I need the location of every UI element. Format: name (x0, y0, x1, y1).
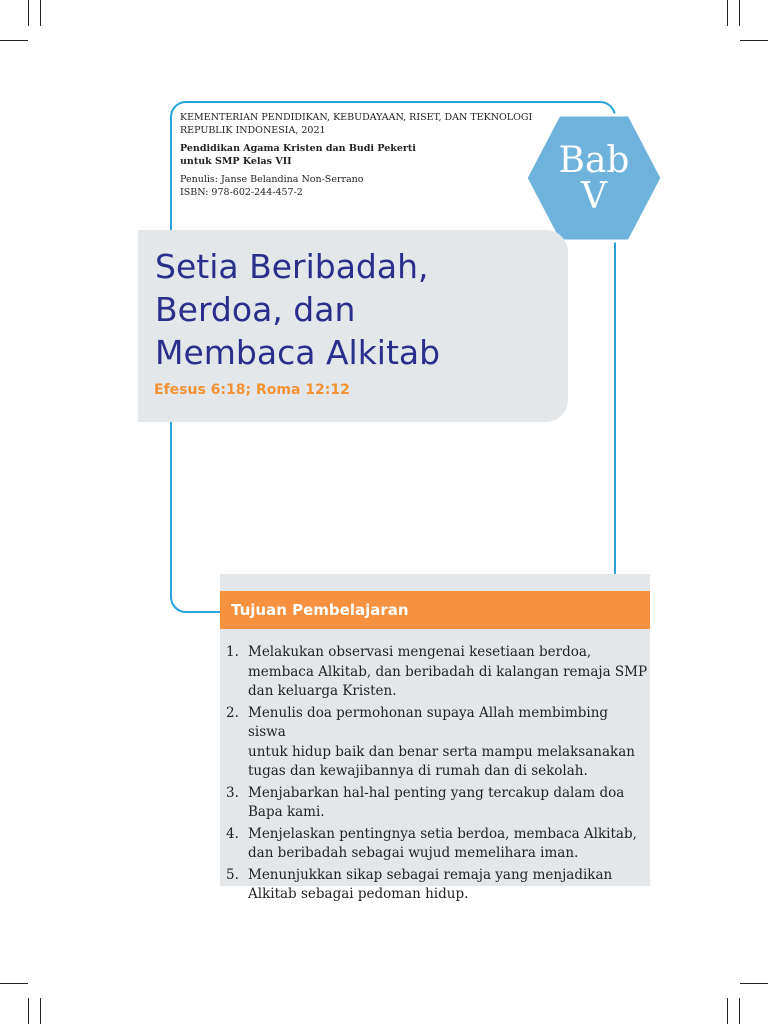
learning-goals-header (220, 591, 650, 629)
learning-goals-list (226, 643, 650, 907)
learning-goal-number: 5. (226, 866, 239, 883)
author-line: Penulis: Janse Belandina Non-Serrano (180, 174, 364, 185)
learning-goal-number: 4. (226, 825, 239, 842)
chapter-title-line-3: Membaca Alkitab (155, 333, 441, 372)
learning-goal-item (226, 643, 650, 702)
publisher-info (180, 111, 540, 199)
chapter-label-group (524, 140, 664, 217)
learning-goal-text: Menjabarkan hal-hal penting yang tercakup dalam doa Bapa kami. (248, 784, 625, 820)
chapter-title-line-2: Berdoa, dan (155, 290, 356, 329)
learning-goal-item (226, 825, 650, 864)
chapter-number: V (581, 176, 607, 217)
learning-goal-item (226, 704, 650, 782)
chapter-label: Bab (558, 140, 630, 181)
learning-goal-text: Menjelaskan pentingnya setia berdoa, membaca Alkitab, dan beribadah sebagai wujud memelihara iman. (248, 825, 637, 861)
learning-goal-text: Menulis doa permohonan supaya Allah membimbing siswa untuk hidup baik dan benar serta mampu melaksanakan tugas dan kewajibannya di rumah dan di sekolah. (248, 704, 635, 779)
book-title-line-2: untuk SMP Kelas VII (180, 156, 292, 167)
learning-goals-heading: Tujuan Pembelajaran (231, 601, 409, 619)
learning-goal-text: Melakukan observasi mengenai kesetiaan berdoa, membaca Alkitab, dan beribadah di kalangan remaja SMP dan keluarga Kristen. (248, 644, 648, 699)
learning-goal-number: 1. (226, 644, 239, 660)
learning-goal-text: Menunjukkan sikap sebagai remaja yang menjadikan Alkitab sebagai pedoman hidup. (248, 866, 613, 902)
learning-goal-number: 3. (226, 784, 239, 801)
ministry-line-1: KEMENTERIAN PENDIDIKAN, KEBUDAYAAN, RISET, DAN TEKNOLOGI (180, 112, 533, 123)
ministry-line-2: REPUBLIK INDONESIA, 2021 (180, 125, 326, 136)
scripture-reference: Efesus 6:18; Roma 12:12 (154, 382, 350, 398)
learning-goal-item (226, 784, 650, 823)
isbn-line: ISBN: 978-602-244-457-2 (180, 187, 303, 198)
chapter-title-line-1: Setia Beribadah, (155, 247, 429, 286)
learning-goal-item (226, 866, 650, 905)
learning-goal-number: 2. (226, 704, 239, 721)
book-title-line-1: Pendidikan Agama Kristen dan Budi Pekerti (180, 143, 416, 154)
